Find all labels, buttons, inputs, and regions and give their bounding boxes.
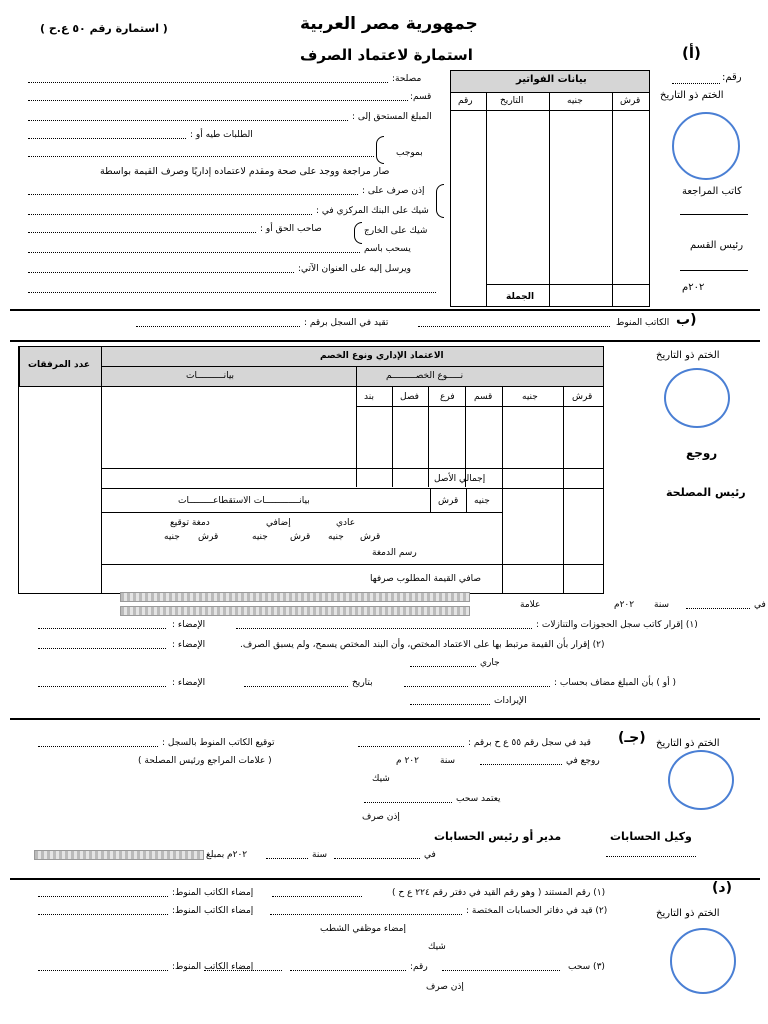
disburse-permit-label: إذن صرف على : (362, 186, 425, 196)
approve-draw-c: يعتمد سحب (456, 794, 501, 804)
year-label-a: ٢٠٢م (682, 282, 705, 293)
clerk-sign-d3-mid[interactable] (204, 970, 282, 971)
or-added-field[interactable] (404, 686, 550, 687)
ded-col-pound: جنيه (474, 496, 490, 506)
authority-field[interactable] (28, 82, 388, 83)
invoice-col-pound: جنيه (567, 96, 583, 106)
net-value-label: صافي القيمة المطلوب صرفها (370, 574, 482, 584)
accounts-entry-line: (٢) قيد في دفاتر الحسابات المختصة : (466, 906, 608, 916)
sig-field-3[interactable] (38, 686, 166, 687)
sig-label-2: الإمضاء : (172, 640, 206, 650)
sig-label-3: الإمضاء : (172, 678, 206, 688)
deductions-data: بيانـــــــــــــات الاستقطاعـــــــــات (178, 496, 310, 506)
ded-col-piaster: قرش (438, 496, 459, 506)
in-label-b: في (754, 600, 766, 610)
form-title: استمارة لاعتماد الصرف (300, 46, 473, 64)
divider-a (10, 309, 760, 311)
in-field-b[interactable] (686, 608, 750, 609)
number-field[interactable] (672, 83, 720, 84)
number-label-d: رقم: (410, 962, 428, 972)
cheque-d: شيك (428, 942, 446, 952)
number-label: رقم: (722, 72, 742, 83)
col-branch: فرع (440, 392, 455, 402)
disburse-permit-field[interactable] (28, 194, 358, 195)
redacted-line-2 (120, 606, 470, 616)
divider-b-top (10, 340, 760, 342)
staff-sign-d: إمضاء موظفي الشطب (320, 924, 407, 934)
revenues-field[interactable] (410, 704, 490, 705)
stamp-circle-b (664, 368, 730, 428)
reviewer-line[interactable] (680, 214, 748, 215)
amount-due-label: المبلغ المستحق إلى : (352, 112, 432, 122)
register-field-c[interactable] (358, 746, 464, 747)
manager-label-c: مدير أو رئيس الحسابات (434, 830, 562, 843)
deduction-header-row (102, 367, 603, 387)
col-item: بند (364, 392, 374, 402)
authority-label: مصلحة: (392, 74, 422, 84)
cheque-c: شيك (372, 774, 390, 784)
register-field-b[interactable] (136, 326, 300, 327)
invoice-col-date: التاريخ (500, 96, 524, 106)
revenues-label: الإيرادات (494, 696, 527, 706)
ded-sub-3: قرش (290, 532, 311, 542)
stamp-label-d: الختم ذو التاريخ (656, 908, 720, 919)
item-1: (١) إقرار كاتب سجل الحجوزات والتنازلات : (536, 620, 698, 630)
divider-c (10, 718, 760, 720)
ded-sub-2: جنيه (328, 532, 344, 542)
mark-label-b: علامة (520, 600, 541, 610)
requests-field[interactable] (28, 138, 186, 139)
reviewed-in-field-c[interactable] (480, 764, 562, 765)
reviewer-label: كاتب المراجعة (682, 186, 742, 197)
rightful-owner-label: صاحب الحق أو : (260, 224, 322, 234)
approval-header-text: الاعتماد الإداري ونوع الخصم (320, 351, 444, 361)
in-label-c: في (424, 850, 436, 860)
col-pound: جنيه (522, 392, 538, 402)
ded-group-stamp: دمغة توقيع (170, 518, 210, 528)
year-label-b: سنة (654, 600, 670, 610)
stamp-label-c: الختم ذو التاريخ (656, 738, 720, 749)
dept-head-label: رئيس القسم (690, 240, 744, 251)
reviewed-b: روجع (686, 446, 718, 460)
clerk-sign-d1: إمضاء الكاتب المنوط: (172, 888, 254, 898)
invoice-col-number: رقم (458, 96, 473, 106)
sig-field-1[interactable] (38, 628, 166, 629)
year-label-c: سنة (440, 756, 456, 766)
sent-to-field-2[interactable] (28, 292, 436, 293)
cheque-central-label: شيك على البنك المركزي في : (316, 206, 429, 216)
data-label-b: بيانــــــــــات (186, 371, 235, 381)
year-val-b: ٢٠٢م (614, 600, 635, 610)
redacted-amount-c (34, 850, 204, 860)
clerk-sign-d1-mid[interactable] (272, 896, 362, 897)
invoice-col-piaster: قرش (620, 96, 641, 106)
clerk-sign-d3: إمضاء الكاتب المنوط: (172, 962, 254, 972)
disburse-permit-c: إذن صرف (362, 812, 400, 822)
disburse-permit-d: إذن صرف (426, 982, 464, 992)
ded-group-extra: إضافي (266, 518, 291, 528)
divider-d (10, 878, 760, 880)
item-2: (٢) إقرار بأن القيمة مرتبط بها على الاعتماد المختص، وأن البند المختص يسمح، ولم يسبق الصرف. (240, 640, 605, 650)
dated-field[interactable] (244, 686, 348, 687)
clerk-sign-d1-field[interactable] (38, 896, 168, 897)
brace-3 (354, 222, 362, 244)
brace-2 (436, 184, 444, 218)
amount-due-field[interactable] (28, 120, 348, 121)
reviewed-in-c: روجع في (566, 756, 600, 766)
clerk-field-b[interactable] (418, 326, 610, 327)
clerk-sign-c: توقيع الكاتب المنوط بالسجل : (162, 738, 275, 748)
accounts-entry-field[interactable] (270, 914, 462, 915)
item-1-field[interactable] (236, 628, 532, 629)
amount-label-c: ٢٠٢م بمبلغ (206, 850, 248, 860)
clerk-sign-d2-field[interactable] (38, 914, 168, 915)
cheque-central-field[interactable] (28, 214, 312, 215)
col-section: قسم (474, 392, 493, 402)
register-text-c: قيد في سجل رقم ٥٥ ع ح برقم : (468, 738, 591, 748)
number-field-d[interactable] (290, 970, 406, 971)
withdraw-name-field[interactable] (28, 252, 360, 253)
register-label-b: تقيد في السجل برقم : (304, 318, 389, 328)
current-field[interactable] (410, 666, 476, 667)
stamp-circle-d (670, 928, 736, 994)
invoice-total-label: الجملة (506, 292, 535, 302)
draw-field-d[interactable] (442, 970, 560, 971)
sig-label-1: الإمضاء : (172, 620, 206, 630)
dept-head-line[interactable] (680, 270, 748, 271)
deduction-type: نـــــوع الخصـــــــــم (386, 371, 464, 381)
clerk-sign-field-c[interactable] (38, 746, 158, 747)
clerk-sign-d2: إمضاء الكاتب المنوط: (172, 906, 254, 916)
stamp-label-a: الختم ذو التاريخ (660, 90, 724, 101)
year-val-c: ٢٠٢ م (396, 756, 419, 766)
draw-line-d: (٣) سحب (568, 962, 605, 972)
by-virtue-label: بموجب (396, 148, 423, 158)
stamp-label-b: الختم ذو التاريخ (656, 350, 720, 361)
requests-label: الطلبات طيه أو : (190, 130, 253, 140)
year-field-c2[interactable] (266, 858, 308, 859)
sent-to-label: ويرسل إليه على العنوان الآتي: (298, 264, 411, 274)
or-added-label: ( أو ) بأن المبلغ مضاف بحساب : (554, 678, 676, 688)
attachments-label: عدد المرفقات (28, 360, 90, 370)
section-a-letter: (أ) (682, 44, 701, 62)
sig-field-2[interactable] (38, 648, 166, 649)
redacted-line-1 (120, 592, 470, 602)
ded-sub-5: قرش (198, 532, 219, 542)
clerk-sign-d3-field[interactable] (38, 970, 168, 971)
cheque-abroad-label: شيك على الخارج (364, 226, 428, 236)
agent-label-c: وكيل الحسابات (610, 830, 692, 843)
stamp-circle-c (668, 750, 734, 810)
ded-group-regular: عادي (336, 518, 356, 528)
current-label: جاري (480, 658, 500, 668)
brace-1 (376, 136, 384, 164)
form-ref: ( استمارة رقم ٥٠ ع.ح ) (40, 22, 168, 35)
sent-to-field-1[interactable] (28, 272, 294, 273)
section-d-letter: (د) (712, 880, 732, 896)
invoice-table-title: بيانات الفواتير (516, 74, 587, 85)
ded-sub-6: جنيه (164, 532, 180, 542)
authority-head-b: رئيس المصلحة (666, 486, 746, 499)
doc-number-line: (١) رقم المستند ( وهو رقم القيد في دفتر رقم ٢٢٤ ع ح ) (392, 888, 606, 898)
col-piaster: قرش (572, 392, 593, 402)
marks-note-c: ( علامات المراجع ورئيس المصلحة ) (138, 756, 272, 766)
rightful-owner-field[interactable] (28, 232, 256, 233)
withdraw-name-label: يسحب باسم (364, 244, 411, 254)
year-label-c2: سنة (312, 850, 328, 860)
by-virtue-field[interactable] (28, 156, 374, 157)
agent-field-c[interactable] (606, 856, 696, 857)
total-original: إجمالي الأصل (434, 474, 486, 484)
col-chapter: فصل (400, 392, 419, 402)
section-c-letter: (جـ) (618, 730, 646, 746)
ded-sub-1: قرش (360, 532, 381, 542)
stamp-fee: رسم الدمغة (372, 548, 417, 558)
section-label: قسم: (410, 92, 432, 102)
stamp-circle-a (672, 112, 740, 180)
section-b-letter: (ب (676, 312, 697, 328)
approve-draw-field-c[interactable] (364, 802, 452, 803)
ded-sub-4: جنيه (252, 532, 268, 542)
in-field-c[interactable] (334, 858, 420, 859)
dated-label: بتاريخ (352, 678, 373, 688)
clerk-label-b: الكاتب المنوط (616, 318, 670, 328)
country-title: جمهورية مصر العربية (300, 14, 478, 34)
reviewed-text: صار مراجعة ووجد على صحة ومقدم لاعتماده إداريًا وصرف القيمة بواسطة (100, 166, 390, 177)
section-field[interactable] (28, 100, 408, 101)
